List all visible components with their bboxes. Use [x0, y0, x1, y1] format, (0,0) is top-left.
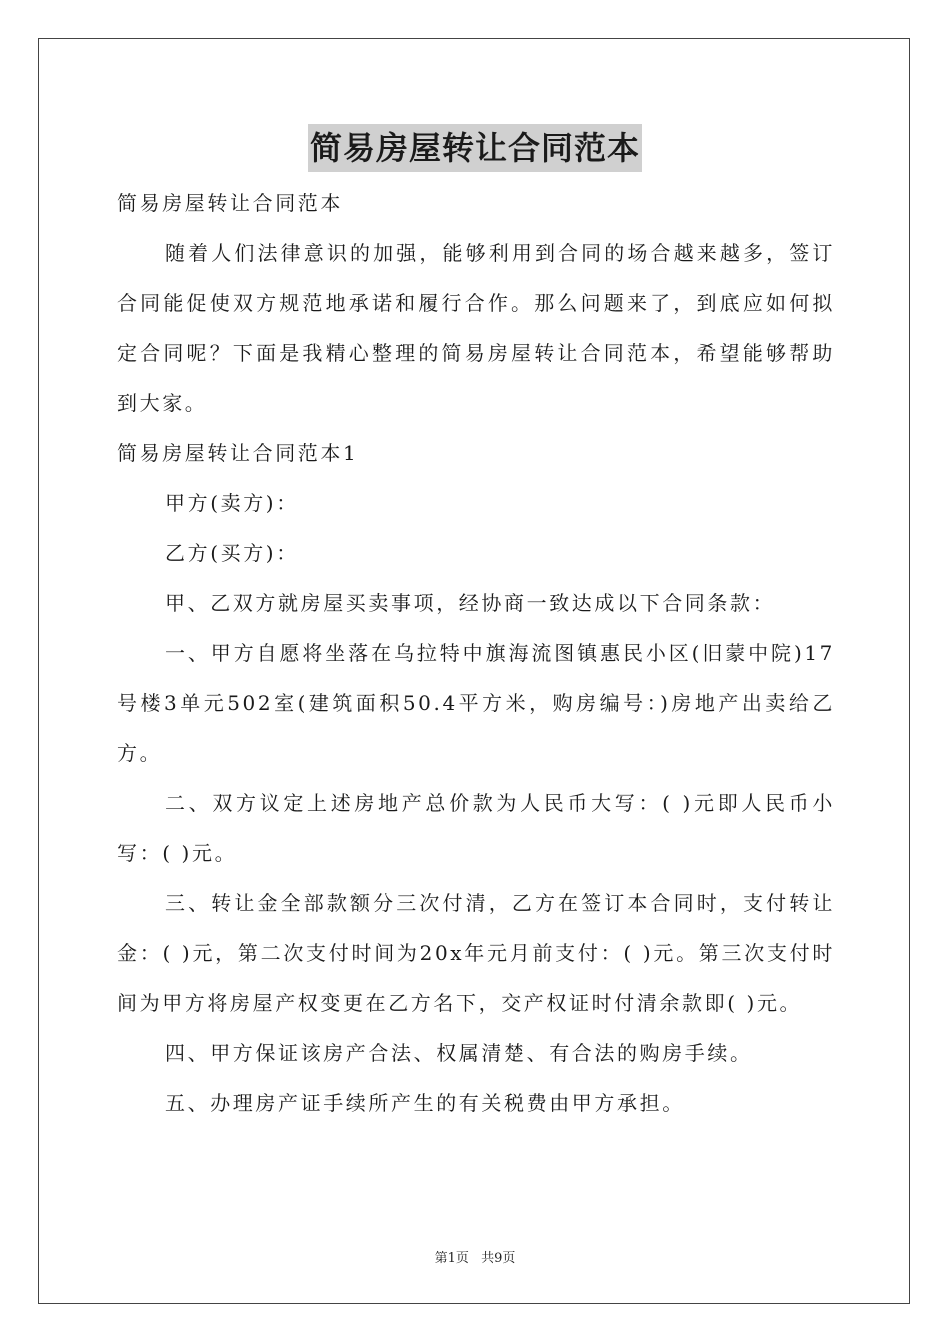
document-body	[117, 178, 835, 1128]
page-total: 共9页	[481, 1251, 516, 1266]
document-subtitle: 简易房屋转让合同范本	[117, 191, 343, 215]
clause-2: 二、双方议定上述房地产总价款为人民币大写：( )元即人民币小写：( )元。	[117, 791, 835, 865]
page-footer	[0, 1247, 950, 1266]
section-heading: 简易房屋转让合同范本1	[117, 441, 359, 465]
clause-4: 四、甲方保证该房产合法、权属清楚、有合法的购房手续。	[165, 1041, 753, 1065]
clause-5: 五、办理房产证手续所产生的有关税费由甲方承担。	[165, 1091, 685, 1115]
title-container	[0, 124, 950, 172]
party-a-line: 甲方(卖方)：	[165, 491, 299, 515]
preamble-paragraph: 甲、乙双方就房屋买卖事项，经协商一致达成以下合同条款：	[165, 591, 776, 615]
clause-3: 三、转让金全部款额分三次付清，乙方在签订本合同时，支付转让金：( )元，第二次支付时间为20x年元月前支付：( )元。第三次支付时间为甲方将房屋产权变更在乙方名下，交产权证时付清余款即( )元。	[117, 891, 835, 1015]
clause-1: 一、甲方自愿将坐落在乌拉特中旗海流图镇惠民小区(旧蒙中院)17号楼3单元502室(建筑面积50.4平方米，购房编号：)房地产出卖给乙方。	[117, 641, 835, 765]
intro-paragraph: 随着人们法律意识的加强，能够利用到合同的场合越来越多，签订合同能促使双方规范地承诺和履行合作。那么问题来了，到底应如何拟定合同呢？下面是我精心整理的简易房屋转让合同范本，希望能够帮助到大家。	[117, 241, 835, 415]
party-b-line: 乙方(买方)：	[165, 541, 299, 565]
document-title: 简易房屋转让合同范本	[308, 124, 642, 172]
page-number: 第1页	[434, 1251, 469, 1266]
